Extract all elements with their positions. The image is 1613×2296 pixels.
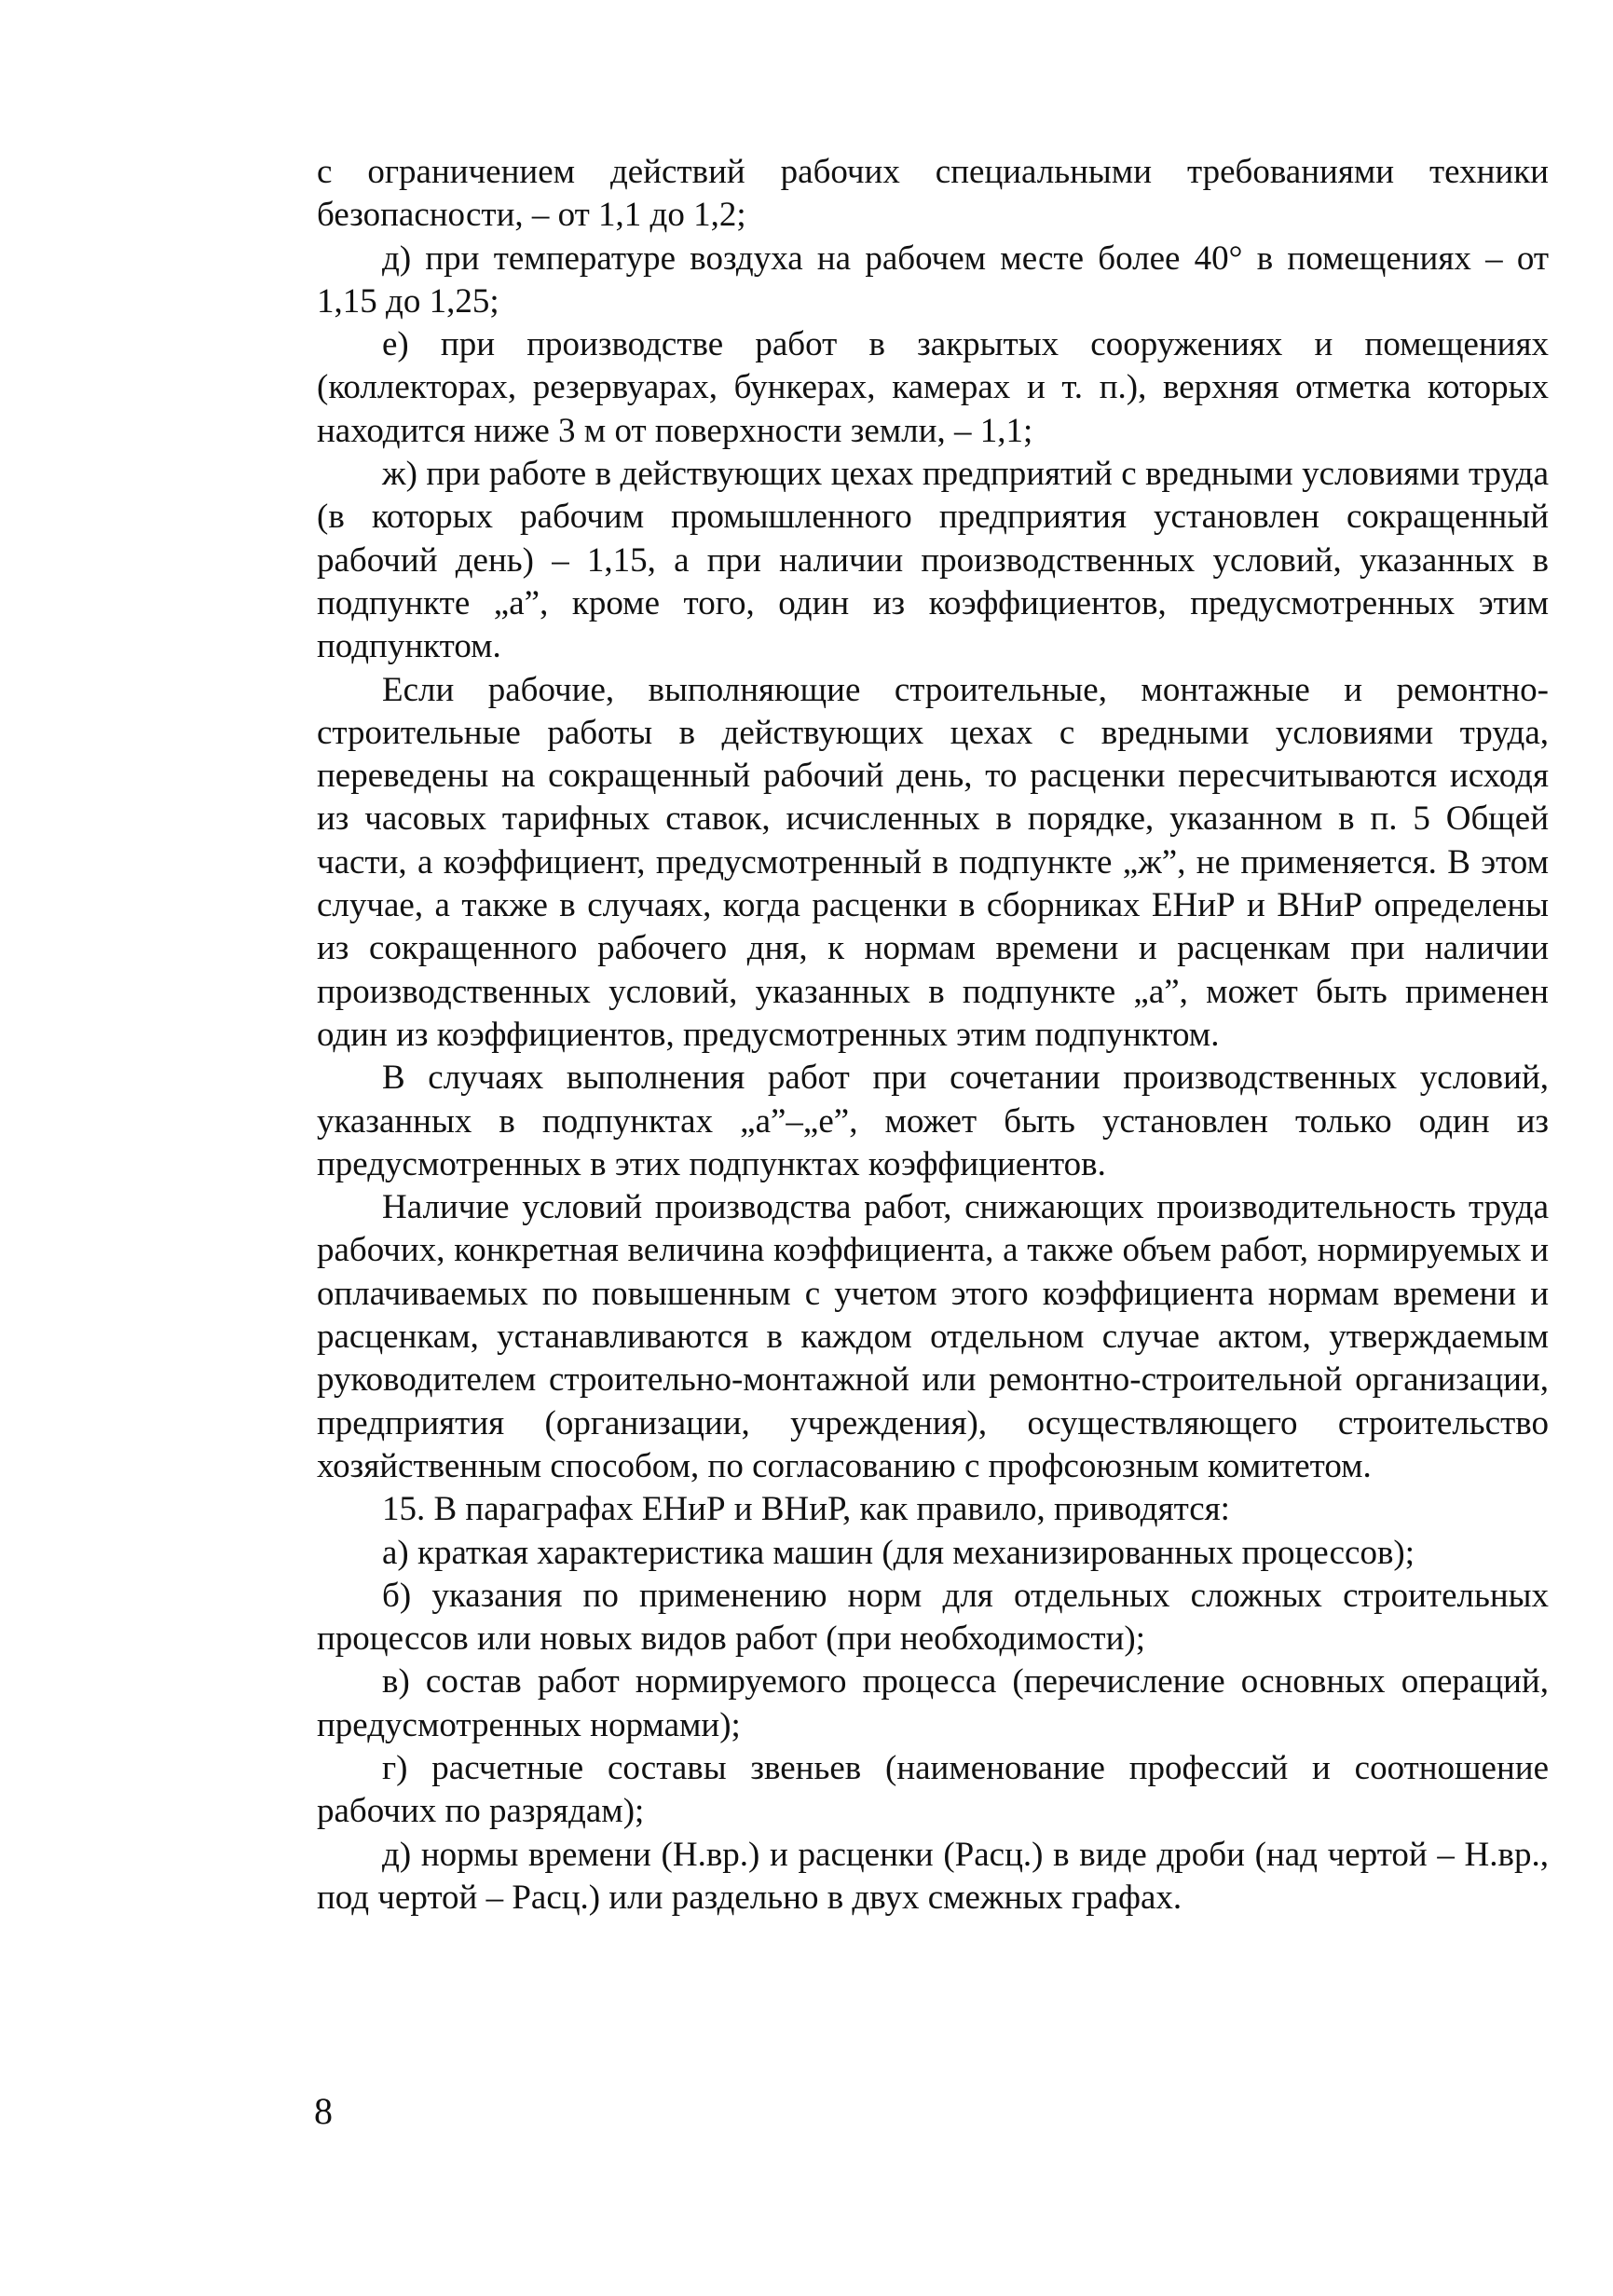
paragraph-item-b: б) указания по применению норм для отдельных сложных строительных процессов или новых видов работ (при необходимости); xyxy=(317,1576,1549,1659)
paragraph-item-a: а) краткая характеристика машин (для механизированных процессов); xyxy=(382,1533,1415,1572)
paragraph-item-d2: д) нормы времени (Н.вр.) и расценки (Расц.) в виде дроби (над чертой – Н.вр., под чертой – Расц.) или раздельно в двух смежных графах. xyxy=(317,1835,1549,1917)
paragraph-conditions-act: Наличие условий производства работ, снижающих производительность труда рабочих, конкретная величина коэффициента, а также объем работ, нормируемых и оплачиваемых по повышенным с учетом этого коэффициента нормам времени и расценкам, устанавливаются в каждом отдельном случае актом, утверждаемым руководителем строительно-монтажной или ремонтно-строительной организации, предприятия (организации, учреждения), осуществляющего строительство хозяйственным способом, по согласованию с профсоюзным комитетом. xyxy=(317,1188,1549,1485)
paragraph-combined-conditions: В случаях выполнения работ при сочетании производственных условий, указанных в подпунктах „а”–„е”, может быть установлен только один из предусмотренных в этих подпунктах коэффициентов. xyxy=(317,1059,1549,1183)
paragraph-item-d: д) при температуре воздуха на рабочем месте более 40° в помещениях – от 1,15 до 1,25; xyxy=(317,239,1549,321)
paragraph-continuation: с ограничением действий рабочих специальными требованиями техники безопасности, – от 1,1 до 1,2; xyxy=(317,153,1549,235)
page-number: 8 xyxy=(314,2090,333,2132)
paragraph-section-15: 15. В параграфах ЕНиР и ВНиР, как правило, приводятся: xyxy=(382,1490,1230,1529)
paragraph-item-zh: ж) при работе в действующих цехах предприятий с вредными условиями труда (в которых рабочим промышленного предприятия установлен сокращенный рабочий день) – 1,15, а при наличии производственных условий, указанных в подпункте „а”, кроме того, один из коэффициентов, предусмотренных этим подпунктом. xyxy=(317,455,1549,666)
paragraph-item-e: е) при производстве работ в закрытых сооружениях и помещениях (коллекторах, резервуарах, бункерах, камерах и т. п.), верхняя отметка которых находится ниже 3 м от поверхности земли, – 1,1; xyxy=(317,325,1549,450)
body-text xyxy=(317,151,1549,1920)
paragraph-item-g: г) расчетные составы звеньев (наименование профессий и соотношение рабочих по разрядам); xyxy=(317,1748,1549,1831)
paragraph-shortened-day: Если рабочие, выполняющие строительные, монтажные и ремонтно-строительные работы в действующих цехах с вредными условиями труда, переведены на сокращенный рабочий день, то расценки пересчитываются исходя из часовых тарифных ставок, исчисленных в порядке, указанном в п. 5 Общей части, а коэффициент, предусмотренный в подпункте „ж”, не применяется. В этом случае, а также в случаях, когда расценки в сборниках ЕНиР и ВНиР определены из сокращенного рабочего дня, к нормам времени и расценкам при наличии производственных условий, указанных в подпункте „а”, может быть применен один из коэффициентов, предусмотренных этим подпунктом. xyxy=(317,670,1549,1054)
paragraph-item-v: в) состав работ нормируемого процесса (перечисление основных операций, предусмотренных нормами); xyxy=(317,1662,1549,1744)
